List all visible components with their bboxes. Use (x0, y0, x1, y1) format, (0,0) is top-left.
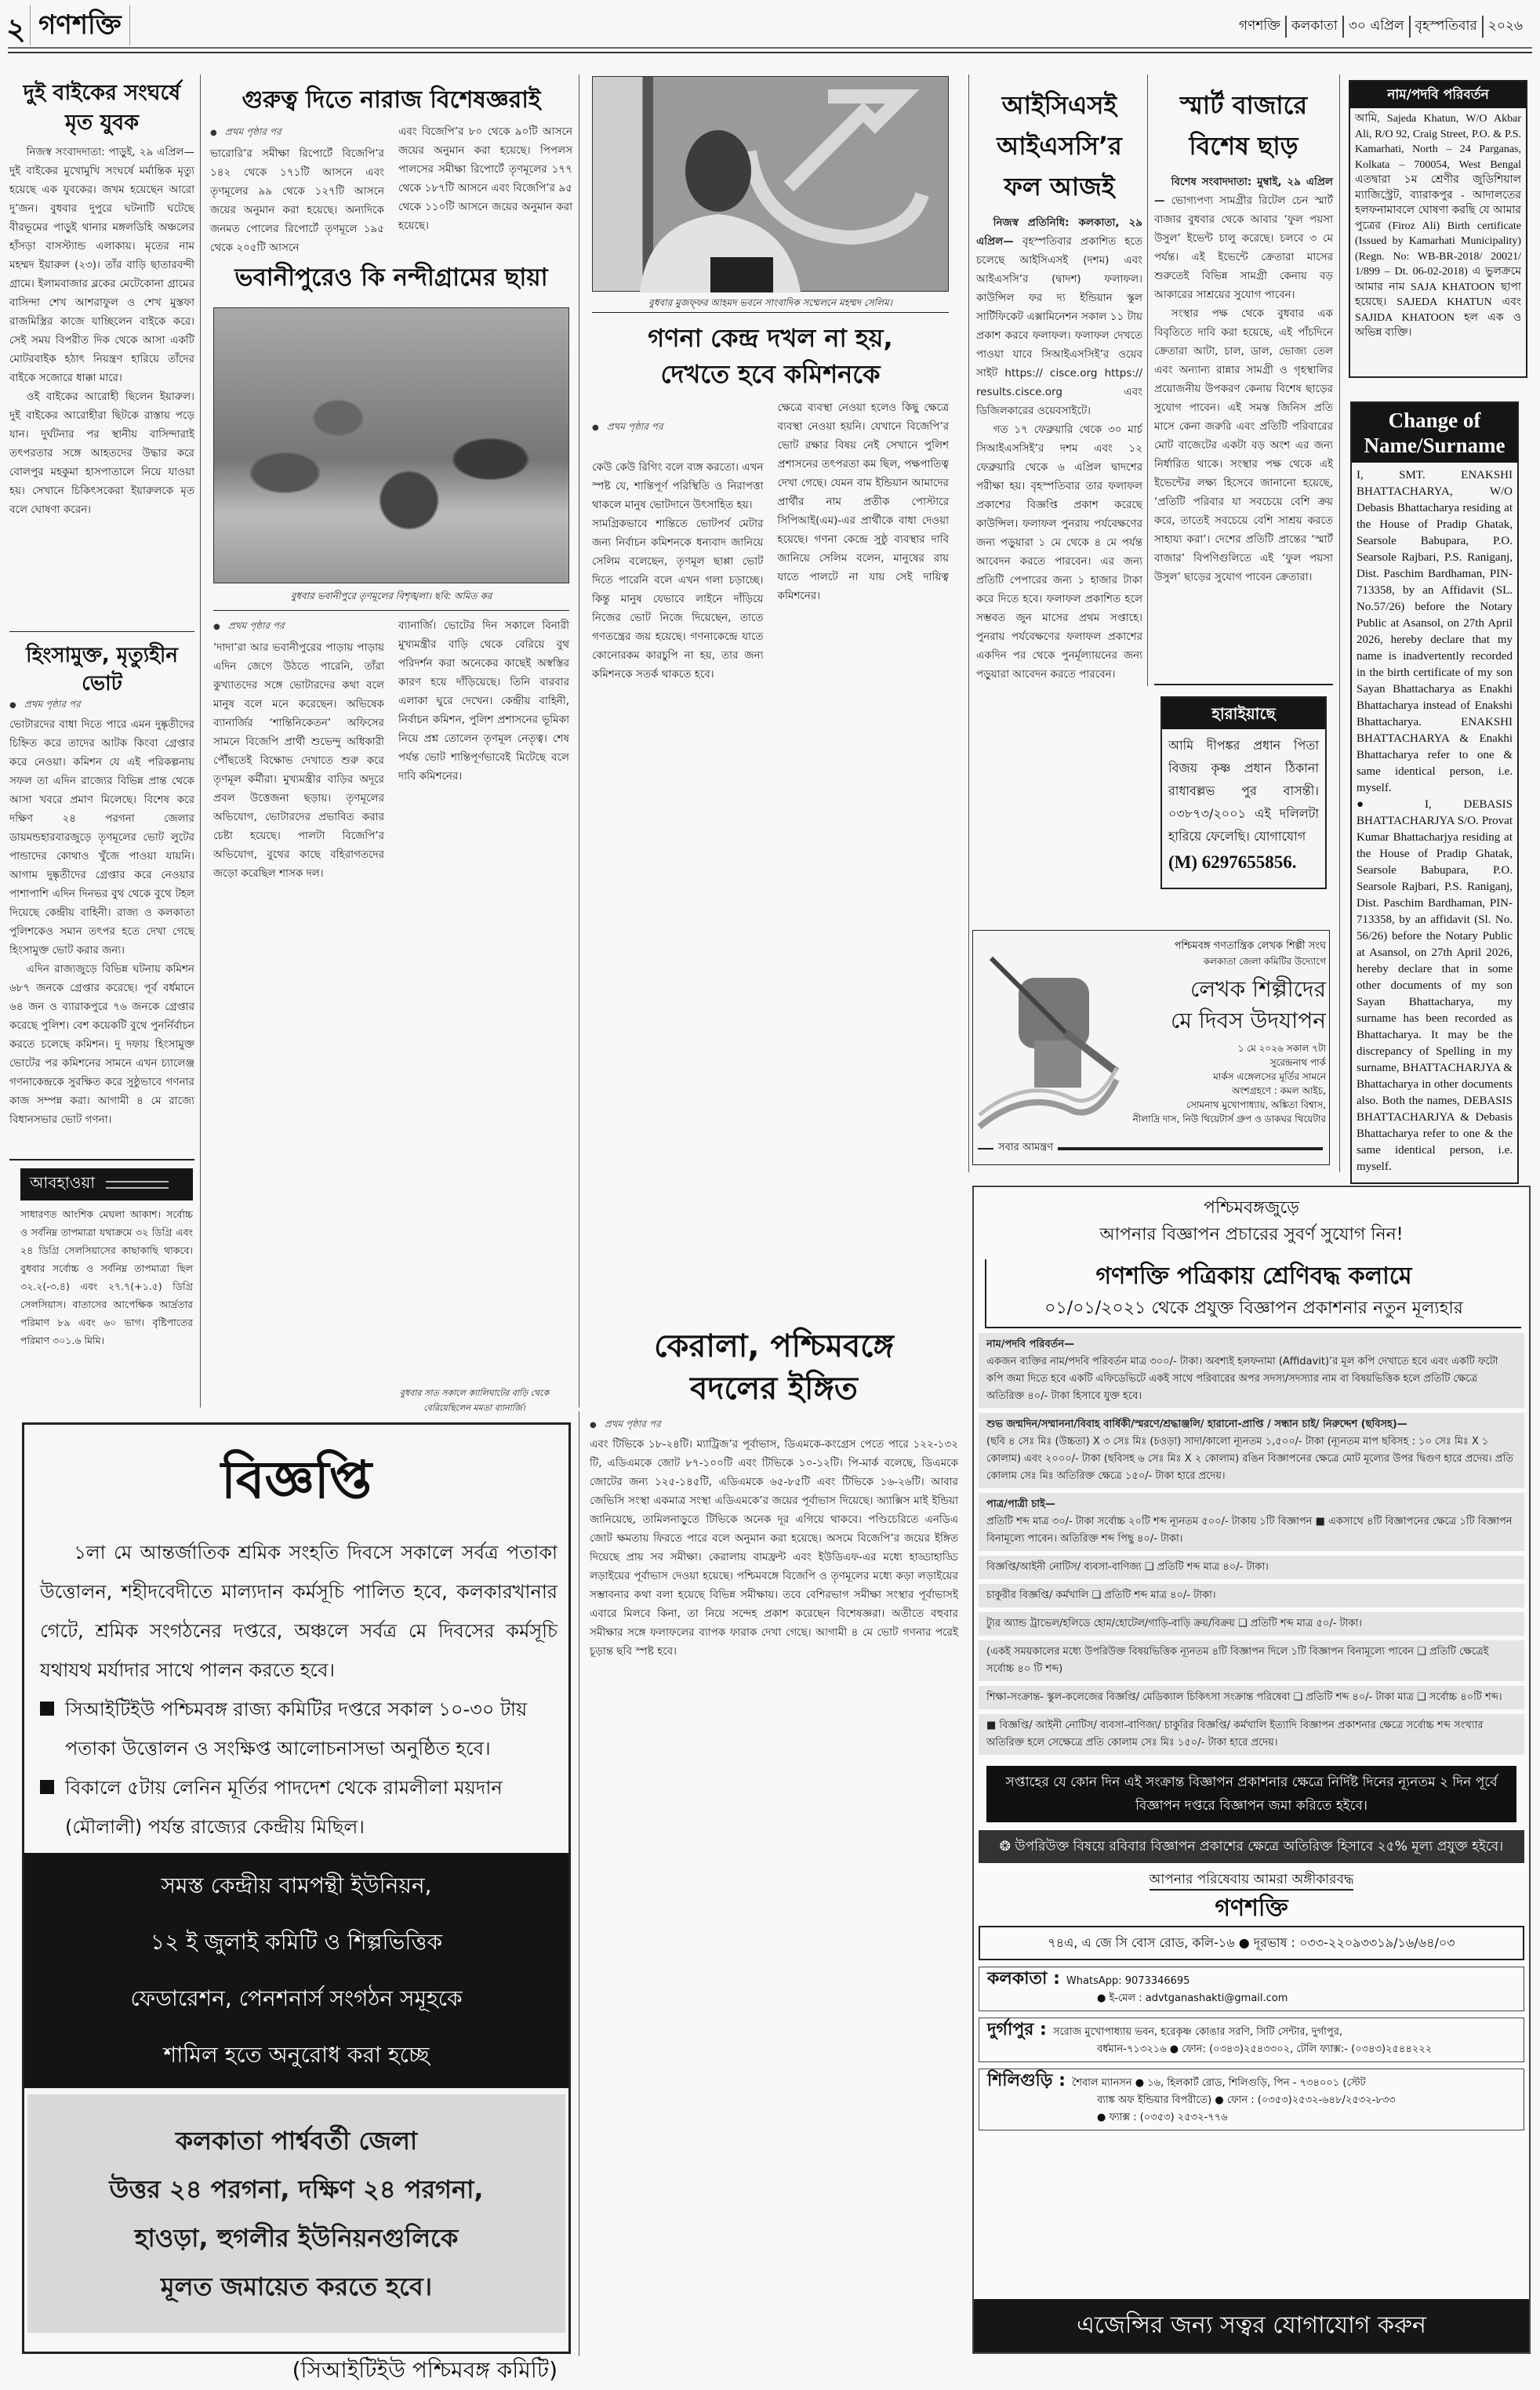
header-rule (8, 47, 1532, 49)
lost-notice-body: আমি দীপঙ্কর প্রধান পিতা বিজয় কৃষ্ণ প্রধান ঠিকানা রাধাবল্লভ পুর বাসন্তী। ০৩৮৭৩/২০০১ এই দলিলটা হারিয়ে ফেলেছি। যোগাযোগ (1168, 738, 1319, 844)
rate-row (979, 1612, 1524, 1636)
sunday-surcharge-note: ❂ উপরিউক্ত বিষয়ে রবিবার বিজ্ঞাপন প্রকাশের ক্ষেত্রে অতিরিক্ত হিসাবে ২৫% মূল্য প্রযুক্ত হইবে। (979, 1830, 1524, 1863)
bullet-text: বিকালে ৫টায় লেনিন মূর্তির পাদদেশ থেকে রামলীলা ময়দান (মৌলালী) পর্যন্ত রাজ্যের কেন্দ্রীয় মিছিল। (65, 1777, 503, 1838)
header-rule (8, 52, 1532, 53)
article-counting-centre (592, 320, 949, 703)
office-line: সরোজ মুখোপাধ্যায় ভবন, হরেকৃষ্ণ কোঙার সরণি, সিটি সেন্টার, দুর্গাপুর, (1052, 2026, 1343, 2038)
rates-banner-title: গণশক্তি পত্রিকায় শ্রেণিবদ্ধ কলামে (1095, 1262, 1412, 1290)
divider (9, 1159, 194, 1160)
headline: হিংসামুক্ত, মৃত্যুহীন ভোট (26, 644, 178, 696)
notice-text: I, DEBASIS BHATTACHARJYA S/O. Provat Kumar Bhattacharjya residing at the House of Pradip Ghatak, Searsole Babupara, P.O. Searsole Rajbari, P.S. Raniganj, Dist. Paschim Bardhaman, PIN-713358, by an affidavit (Sl. No. 56/26) before the Notary Public at Asansol, on 27th April 2026, hereby declare that in some other documents of my son Sayan Bhattacharya, my surname has been recorded as Bhattacharya. It may be the discrepancy of Spelling in my surname, BHATTACHARJYA & Bhattacharya in other documents also. Both the names, DEBASIS BHATTACHARJYA & Debasis Bhattacharya refer to one & the same identical person, i.e. myself. (1357, 798, 1513, 1173)
notice-bullet (24, 1690, 568, 1768)
rates-intro: পশ্চিমবঙ্গজুড়ে (1204, 1198, 1299, 1218)
column (398, 616, 569, 883)
agency-contact-banner: এজেন্সির জন্য সত্বর যোগাযোগ করুন (974, 2299, 1529, 2352)
weather-section (20, 1168, 193, 1349)
invite-text: সবার আমন্ত্রণ (998, 1142, 1054, 1153)
square-bullet-icon (40, 1702, 54, 1716)
notice-body (1352, 797, 1517, 1175)
article-columns (210, 122, 572, 257)
article-body: এবং টিভিকে ১৮-২৪টি। ম্যাট্রিজ’র পূর্বাভাস, ডিএমকে-কংগ্রেস পেতে পারে ১২২-১৩২ টি, এডিএমকে জোট ৮৭-১০০টি এবং টিভিকে ১০-১২টি। পি-মার্ক বলেছে, ডিএমকে জোটের জন্য ১২৫-১৪৫টি, এডিএমকে ৬৫-৮৫টি এবং টিভিকে ১৬-২৬টি। আবার জেভিসি সংস্থা একমাত্র সংস্থা এডিএমকে’র জয়ের পূর্বাভাস দিয়েছে। অ্যাক্সিস মাই ইন্ডিয়া জানিয়েছে, তামিলনাড়ুতে টিভিকে অনেক দূর এগিয়ে থাকবে। পণ্ডিচেরিতে এনডিএ জোট ক্ষমতায় ফিরতে পারে বলে অনুমান করা হয়েছে। অসমে বিজেপি’র জয়ের ইঙ্গিত দিয়েছে প্রায় সব সমীক্ষা। কেরালায় বামফ্রন্ট এবং ইউডিএফ-এর মধ্যে হাড্ডাহাড্ডি লড়াইয়ের পূর্বাভাস দেওয়া হয়েছে। পশ্চিমবঙ্গে বিজেপি ও তৃণমূলের মধ্যে কড়া লড়াইয়ের সম্ভাবনার কথা বলা হয়েছে বিভিন্ন সমীক্ষায়। তবে বেশিরভাগ সমীক্ষা সংস্থার পূর্বাভাসই এবারে মিলবে কিনা, তা নিয়ে সন্দেহ প্রকাশ করেছেন বিশেষজ্ঞরা। অতীতে বহুবার সমীক্ষার সঙ্গে ফলাফলের ব্যাপক ফারাক দেখা গেছে। আগামী ৪ মে ভোট গণনার পরেই চূড়ান্ত ছবি স্পষ্ট হবে। (590, 1438, 958, 1658)
appeal-line: ১২ ই জুলাই কমিটি ও শিল্পভিত্তিক (150, 1929, 443, 1955)
event-invite (978, 1140, 1323, 1157)
article-body (976, 213, 1142, 684)
rate-row-text: একজন ব্যক্তির নাম/পদবি পরিবর্তন মাত্র ৩০০/- টাকা। অবশ্যই হলফনামা (Affidavit)’র মূল কপি দেখাতে হবে এবং একটি ফটো কপি জমা দিতে হবে একটি এফিডেভিটে একই সাথে পরিবারের অপর সদস্য/সদস্যার নাম বা বিষয়ভিত্তিক হলে প্রতিটি ক্ষেত্রে অতিরিক্ত ৪০/- টাকা হিসাবে যুক্ত হবে। (986, 1356, 1498, 1402)
name-change-notice-bengali (1349, 80, 1527, 378)
paragraph: নিজস্ব সংবাদদাতা: পাড়ুই, ২৯ এপ্রিল— দুই বাইকের মুখোমুখি সংঘর্ষে মর্মান্তিক মৃত্যু হয়েছে এক যুবকের। জখম হয়েছেন আরো দু’জন। বুধবার দুপুরে ঘটনাটি ঘটেছে বীরভূমের পাড়ুই থানার মঙ্গলডিহি অঞ্চলের হাঁসড়া বাসস্ট্যান্ড এলাকায়। মৃতের নাম মহম্মদ ইয়ারুল (২৩)। তাঁর বাড়ি ছাতারবন্দী গ্রামে। ইলামবাজার ব্লকের মেটেকোনা গ্রামের বাসিন্দা শেখ আশরাফুল ও শেখ মুস্তফা রাজমিস্ত্রির কাজে যাচ্ছিলেন বাইকে করে। সেই সময় বিপরীত দিক থেকে আসা একটি মোটরবাইক হঠাৎ নিয়ন্ত্রণ হারিয়ে তাঁদের বাইকে সজোরে ধাক্কা মারে। (9, 146, 194, 384)
dateline-city: কলকাতা (1285, 16, 1342, 38)
headline: দুই বাইকের সংঘর্ষে মৃত যুবক (23, 81, 181, 135)
column: ক্ষেত্রে ব্যবস্থা নেওয়া হলেও কিছু ক্ষেত্রে ব্যবস্থা নেওয়া হয়নি। যেখানে বিজেপি’র ভোট রক্ষার বিষয় নেই সেখানে পুলিশ প্রশাসনের তৎপরতা কম ছিল, পক্ষপাতিত্ব দেখা গেছে। যেমন বাম ইন্ডিয়ান আমাদের প্রার্থীর নাম প্রতীক পোস্টারে সিপিআই(এম)-এর প্রার্থীকে বাধা দেওয়া হয়েছে। গণনা কেন্দ্রে সুষ্ঠু ব্যবস্থার দাবি জানিয়ে সেলিম বলেন, মানুষের রায় যাতে পালটে না যায় সেই দায়িত্ব কমিশনের। (777, 401, 949, 602)
rate-list (974, 1333, 1529, 1755)
paragraph: বৃহস্পতিবার প্রকাশিত হতে চলেছে আইসিএসই (দশম) এবং আইএসসি’র (দ্বাদশ) ফলাফল। কাউন্সিল ফর দ্য ইন্ডিয়ান স্কুল সার্টিফিকেট এক্সামিনেশন সকাল ১১ টায় প্রকাশ করবে ফলাফল। ফলাফল দেখতে পাওয়া যাবে সিআইএসসিই’র ওয়েব সাইট https:// cisce.org https:// results.cisce.org এবং ডিজিলকারের ওয়েবসাইটে। (976, 235, 1142, 417)
paragraph: ভারোরি’র সমীক্ষা রিপোর্টে বিজেপি’র ১৪২ থেকে ১৭১টি আসনে এবং তৃণমূলের ৯৯ থেকে ১২৭টি আসনে জয়ের অনুমান করা হয়েছে। অন্যদিকে জনমত পোলের রিপোর্টে তৃণমূলে ১৯৫ থেকে ২০৫টি আসনে (210, 147, 384, 254)
headline: আইসিএসই আইএসসি’র ফল আজই (997, 90, 1122, 202)
event-line: নীলাদ্রি দাস, নিউ থিয়েটার্স গ্রুপ ও ডাকঘর থিয়েটার (1132, 1113, 1326, 1124)
office-line: শৈবাল ম্যানসন ● ১৬, হিলকার্ট রোড, শিলিগুড়ি, পিন - ৭৩৪০০১ (স্টেট (1071, 2077, 1366, 2089)
continued-marker: ● প্রথম পৃষ্ঠার পর (210, 122, 384, 143)
photo-caption: বুধবার মুজফ্‌ফর আহমদ ভবনে সাংবাদিক সম্মেলনে মহম্মদ সেলিম। (648, 297, 892, 308)
notice-body: I, SMT. ENAKSHI BHATTACHARYA, W/O Debasis Bhattacharya residing at the House of Pradip Ghatak, Searsole Babupara, P.O. Searsole Rajbari, P.S. Raniganj, Dist. Paschim Bardhaman, PIN-713358, by an Affidavit (SL. No.57/26) before the Notary Public at Asansol, on 27th April 2026, hereby declare that my name is inadvertently recorded in the birth certificate of my son Sayan Bhattacharya as Enakhi Bhattacharya instead of Enakshi Bhattacharya. ENAKSHI BHATTACHARYA & Enakhi Bhattacharya refer to one & same identical person, i.e. myself. (1357, 469, 1513, 794)
decorative-lines-icon (106, 1181, 169, 1189)
head-office-address: ৭৪এ, এ জে সি বোস রোড, কলি-১৬ ● দূরভাষ : ০৩৩-২২০৯৩৩১৯/১৬/৬৪/০৩ (979, 1926, 1524, 1960)
dateline-paper: গণশক্তি (1238, 18, 1280, 34)
weather-body: সাধারণত আংশিক মেঘলা আকাশ। সর্বোচ্চ ও সর্বনিম্ন তাপমাত্রা যথাক্রমে ৩২ ডিগ্রি এবং ২৪ ডিগ্রি সেলসিয়াসের কাছাকাছি থাকবে। বুধবার সর্বোচ্চ ও সর্বনিম্ন তাপমাত্রা ছিল ৩২.২(-৩.৪) এবং ২৭.৭(+১.৫) ডিগ্রি সেলসিয়াস। বাতাসের আপেক্ষিক আর্দ্রতার পরিমাণ ৮৯ এবং ৬০ ভাগ। বৃষ্টিপাতের পরিমাণ ৩০১.৬ মিমি। (20, 1208, 193, 1346)
rate-row-text: (একই সময়কালের মধ্যে উপরিউক্ত বিষয়ভিত্তিক ন্যূনতম ৪টি বিজ্ঞাপন দিলে ১টি বিজ্ঞাপন বিনামূল্যে পাবেন ❑ প্রতিটি ক্ষেত্রেই সর্বোচ্চ ৪০ টি শব্দ) (986, 1646, 1489, 1675)
article-bhabanipur (210, 260, 572, 295)
notice-title: বিজ্ঞপ্তি (221, 1450, 372, 1510)
divider (213, 610, 569, 611)
weather-heading: আবহাওয়া (30, 1173, 96, 1192)
divider (1154, 684, 1333, 685)
office-entry (979, 2018, 1524, 2062)
paragraph: ওই বাইকের আরোহী ছিলেন ইয়ারুল। দুই বাইকের আরোহীরা ছিটকে রাস্তায় পড়ে যান। দুর্ঘটনার পর স্থানীয় বাসিন্দারাই তৎপরতার সঙ্গে আহতদের উদ্ধার করে বোলপুর মহকুমা হাসপাতালে নিয়ে যাওয়া হয়। সেখানে চিকিৎসকেরা ইয়ারুলকে মৃত বলে ঘোষণা করেন। (9, 390, 194, 516)
photo-caption: বুধবার ভবানীপুরে তৃণমূলের বিশৃঙ্খলা। ছবি: অমিত কর (290, 590, 492, 601)
headline: বদলের ইঙ্গিত (690, 1371, 858, 1407)
district-line: উত্তর ২৪ পরগনা, দক্ষিণ ২৪ পরগনা, (109, 2174, 484, 2204)
rate-row-text: শিক্ষা-সংক্রান্ত- স্কুল-কলেজের বিজ্ঞপ্তি/ মেডিক্যাল চিকিৎসা সংক্রান্ত পরিষেবা ❑ প্রতিটি শব্দ ৪০/- টাকা মাত্র ❑ সর্বোচ্চ ৪০টি শব্দ। (986, 1691, 1502, 1703)
notice-title: Change of Name/Surname (1352, 403, 1517, 463)
rate-row-title: পাত্র/পাত্রী চাই— (986, 1498, 1055, 1510)
rate-row (979, 1493, 1524, 1551)
event-line: অংশগ্রহণে : কমল আইচ, (1231, 1085, 1326, 1096)
headline: কেরালা, পশ্চিমবঙ্গে (654, 1328, 894, 1364)
inline-caption: বুধবার সাত সকালে ক্যালিঘাটের বাড়ি থেকে বেরিয়েছিলেন মমতা ব্যানার্জি। (399, 1388, 550, 1413)
brand-logo: গণশক্তি (1215, 1894, 1288, 1922)
rates-banner (985, 1259, 1521, 1328)
districts-band (27, 2094, 565, 2333)
column: এবং বিজেপি’র ৮০ থেকে ৯০টি আসনে জয়ের অনুমান করা হয়েছে। পিপলস পালসের সমীক্ষা রিপোর্টে তৃণমূলের ১৭৭ থেকে ১৮৭টি আসনে এবং বিজেপি’র ৯৫ থেকে ১১০টি আসনে জয়ের অনুমান করা হয়েছে। (398, 125, 572, 232)
office-line: বর্ধমান-৭১৩২১৬ ● ফোন: (০৩৪৩)২৫৪৩৩০২, টেলি ফ্যাক্স:- (০৩৪৩)২৫৪৪২২২ (1097, 2043, 1433, 2055)
rate-row-title: নাম/পদবি পরিবর্তন— (986, 1338, 1075, 1350)
rule (978, 1148, 993, 1150)
headline: গণনা কেন্দ্র দখল না হয়, (648, 323, 893, 353)
paragraph: ব্যানার্জি। ভোটের দিন সকালে বিনারী মুখ্যমন্ত্রীর বাড়ি থেকে বেরিয়ে বুথ পরিদর্শন করা অনেকের কাছেই অস্বস্তির কারণ হয়ে দাঁড়িয়েছে। তিনি বারবার এলাকা ঘুরে দেখেন। কেন্দ্রীয় বাহিনী, নির্বাচন কমিশন, পুলিশ প্রশাসনের ভূমিকা নিয়ে প্রশ্ন তোলেন তৃণমূল নেতৃত্ব। শেষ পর্যন্ত ভোট শান্তিপূর্ণভাবেই মিটেছে বলে দাবি কমিশনের। (398, 619, 569, 783)
citu-notice (22, 1422, 571, 2383)
rate-row-text: (ছবি ৪ সেঃ মিঃ (উচ্চতা) X ৩ সেঃ মিঃ (চওড়া) সাদা/কালো ন্যূনতম ১,৫০০/- টাকা (ন্যূনতম মাপ ছবিসহ : ১০ সেঃ মিঃ X ১ কোলাম) এবং ২০০০/- টাকা (ছবিসহ ৬ সেঃ মিঃ X ২ কোলাম) রঙিন বিজ্ঞাপনের ক্ষেত্রে মোট মূল্যের উপর দ্বিগুণ হারে প্রদেয়। প্রতি কোলাম সেঃ মিঃ অতিরিক্ত ক্ষেত্রে ১৫০/- টাকা হারে প্রদেয়। (986, 1436, 1513, 1482)
weather-title (20, 1168, 193, 1200)
article-bike-accident (9, 78, 194, 519)
lost-notice-title: হারাইয়াছে (1162, 698, 1325, 729)
rate-row (979, 1686, 1524, 1709)
office-list (974, 1967, 1529, 2130)
paragraph: এদিন রাজ্যজুড়ে বিভিন্ন ঘটনায় কমিশন ৬৮৭ জনকে গ্রেপ্তার করেছে। পূর্ব বর্ধমানে ৬৪ জন ও ব্যারাকপুরে ৭৬ জনকে গ্রেপ্তার করেছে পুলিশ। বেশ কয়েকটি বুথে পুনর্নির্বাচন করতে চলেছে কমিশন। দু দফায় হিংসামুক্ত ভোটের পর কমিশনের সামনে এখন চ্যালেঞ্জ গণনাকেন্দ্রকে সুরক্ষিত করে সুষ্ঠুভাবে গণনার কাজ সম্পন্ন করা। আগামী ৪ মে রাজ্যে বিধানসভার ভোট গণনা। (9, 963, 194, 1126)
byline: নিজস্ব প্রতিনিধি: কলকাতা, ২৯ এপ্রিল— (976, 216, 1142, 248)
article-violence-free-vote (9, 641, 194, 1129)
rate-row (979, 1556, 1524, 1579)
article-body (9, 143, 194, 519)
crowd-photo (213, 307, 569, 583)
article-columns (213, 616, 569, 883)
rate-row (979, 1714, 1524, 1755)
bullet-text: সিআইটিইউ পশ্চিমবঙ্গ রাজ্য কমিটির দপ্তরে সকাল ১০-৩০ টায় পতাকা উত্তোলন ও সংক্ষিপ্ত আলোচনাসভা অনুষ্ঠিত হবে। (65, 1698, 528, 1760)
rates-banner-subtitle: ০১/০১/২০২১ থেকে প্রযুক্ত বিজ্ঞাপন প্রকাশনার নতুন মূল্যহার (1044, 1299, 1463, 1318)
article-columns (592, 398, 949, 703)
column-divider (1339, 74, 1340, 1172)
continued-marker: ● প্রথম পৃষ্ঠার পর (213, 616, 384, 637)
rate-row-text: বিজ্ঞপ্তি/আইনী নোটিস/ ব্যবসা-বাণিজ্য ❑ প্রতিটি শব্দ মাত্র ৪০/- টাকা। (986, 1561, 1269, 1573)
dateline (1234, 16, 1527, 38)
paragraph: ভোটারদের বাধা দিতে পারে এমন দুষ্কৃতীদের চিহ্নিত করে তাদের আটক কিংবা গ্রেপ্তার করে নেওয়া। কমিশন যে এই পরিকল্পনায় সফল তা এদিন রাজ্যের বিভিন্ন প্রান্ত থেকে আসা খবরে প্রমাণ মিলেছে। বিশেষ করে দক্ষিণ ২৪ পরগনা জেলার ডায়মন্ডহারবারজুড়ে তৃণমূলের ভোট লুটের পান্ডাদের কোথাও খুঁজে পাওয়া যায়নি। আগাম দুষ্কৃতীদের গ্রেপ্তার করে নেওয়ার পাশাপাশি এদিন দিনভর বুথ থেকে বুথে টহল দিয়েছে কেন্দ্রীয় বাহিনী। রাজ্য ও কলকাতা পুলিশকেও সমান তৎপর হতে দেখা গেছে হিংসামুক্ত ভোট করার জন্য। (9, 718, 194, 957)
pledge-wrap (974, 1869, 1529, 1891)
paragraph: কেউ কেউ রিগিং বলে ব্যঙ্গ করতো। এখন স্পষ্ট যে, শান্তিপূর্ণ পরিস্থিতি ও নিরাপত্তা থাকলে মানুষ ভোটদানে উৎসাহিত হয়। সামগ্রিকভাবে শান্তিতে ভোটপর্ব মেটার জন্য নির্বাচন কমিশনকে ধন্যবাদ জানিয়ে সেলিম বলেছেন, তৃণমূল ছাপ্পা ভোট দিতে পারেনি বলে এখন গলা চড়াচ্ছে। কিন্তু মানুষ যেভাবে লাইনে দাঁড়িয়ে নিজের ভোট নিজে দিয়েছেন, তাতে গণতন্ত্রের জয় হয়েছে। গণনাকেন্দ্রে যাতে কোনোরকম কারচুপি না হয়, তার জন্য কমিশনকে সতর্ক থাকতে হবে। (592, 461, 764, 681)
headline: ভবানীপুরেও কি নন্দীগ্রামের ছায়া (234, 263, 548, 292)
office-city: দুর্গাপুর : (987, 2020, 1047, 2039)
divider (592, 312, 949, 313)
event-sub: কলকাতা জেলা কমিটির উদ্যোগে (1203, 956, 1326, 967)
rate-row (979, 1333, 1524, 1408)
rate-row (979, 1584, 1524, 1607)
district-line: হাওড়া, হুগলীর ইউনিয়নগুলিকে (134, 2223, 459, 2253)
rate-row-text: চাকুরীর বিজ্ঞপ্তি/ কর্মখালি ❑ প্রতিটি শব্দ মাত্র ৪০/- টাকা। (986, 1589, 1216, 1601)
notice-bullet (24, 1768, 568, 1847)
name-change-notice-english (1350, 401, 1519, 1184)
pledge: আপনার পরিষেবায় আমরা অঙ্গীকারবদ্ধ (1150, 1872, 1354, 1891)
newspaper-logo: গণশক্তি (30, 5, 130, 45)
paragraph: গত ১৭ ফেব্রুয়ারি থেকে ৩০ মার্চ সিআইএসসিই’র দশম এবং ১২ ফেব্রুয়ারি থেকে ৬ এপ্রিল দ্বাদশের পরীক্ষা হয়। বৃহস্পতিবার তার ফলাফল প্রকাশের বিজ্ঞপ্তি প্রকাশ করেছে কাউন্সিল। ফলাফল পুনরায় পর্যবেক্ষণের জন্য পড়ুয়ারা ১ মে থেকে ৪ মে পর্যন্ত আবেদন করতে পারবেন। এর জন্য প্রতিটি পেপারের জন্য ১ হাজার টাকা করে দিতে হবে। ফলাফল প্রকাশিত হলে সম্ভবত জুন মাসের প্রথম সপ্তাহে। পুনরায় পর্যবেক্ষণের ফলাফল প্রকাশের একদিন পর থেকে পুনর্মূল্যায়নের জন্য পড়ুয়ারা আবেদন করতে পারবেন। (976, 423, 1142, 681)
paragraph: ‘দাদা’রা আর ভবানীপুরের পাড়ায় পাড়ায় এদিন জেগে উঠতে পারেনি, তাঁরা কুখ্যাতদের সঙ্গে ভোটারদের কথা বলে মানুষ বলে মনে করেছেন। অভিষেক ব্যানার্জির ‘শান্তিনিকেতন’ অফিসের সামনে বিজেপি প্রার্থী শুভেন্দু অধিকারী পৌঁছতেই বিক্ষোভ দেখাতে শুরু করে তৃণমূল কর্মীরা। মুখ্যমন্ত্রীর বাড়ির অদূরে প্রবল উত্তেজনা ছড়ায়। তৃণমূলের অভিযোগ, ভোটারদের প্রভাবিত করার চেষ্টা হয়েছে। পালটা বিজেপি’র অভিযোগ, বুথের কাছে বহিরাগতদের জড়ো করেছিল শাসক দল। (213, 641, 384, 880)
article-icse-results (976, 85, 1142, 684)
column (592, 398, 764, 703)
rate-row-text: ■ বিজ্ঞপ্তি/ আইনী নোটিস/ ব্যবসা-বাণিজ্য/ চাকুরির বিজ্ঞপ্তি/ কর্মখালি ইত্যাদি বিজ্ঞাপন প্রকাশনার ক্ষেত্রে সর্বোচ্চ শব্দ সংখ্যার অতিরিক্ত হলে সেক্ষেত্রে প্রতি কোলাম সেঃ মিঃ ১৫০/- টাকা হারে প্রদেয়। (986, 1720, 1484, 1749)
rates-intro: আপনার বিজ্ঞাপন প্রচারের সুবর্ণ সুযোগ নিন! (1099, 1225, 1404, 1244)
lost-notice-box (1160, 696, 1327, 889)
event-details (1122, 939, 1326, 1126)
appeal-band (24, 1853, 568, 2088)
continued-marker: ● প্রথম পৃষ্ঠার পর (9, 698, 194, 714)
headline: দেখতে হবে কমিশনকে (660, 359, 881, 389)
deadline-note: সপ্তাহের যে কোন দিন এই সংক্রান্ত বিজ্ঞাপন প্রকাশনার ক্ষেত্রে নির্দিষ্ট দিনের ন্যূনতম ২ দিন পূর্বে বিজ্ঞাপন দপ্তরে বিজ্ঞাপন জমা করিতে হইবে। (986, 1766, 1516, 1822)
paragraph: ভোগ্যপণ্য সামগ্রীর রিটেল চেন স্মার্ট বাজার বুধবার থেকে আবার ‘ফুল পয়সা উসুল’ ইভেন্ট চালু করেছে। চলবে ৩ মে পর্যন্ত। এই ইভেন্টে ক্রেতারা মাসের শুরুতেই বিভিন্ন সামগ্রী কেনায় বড় আকারের সাশ্রয়ের সুযোগ পাবেন। (1154, 194, 1333, 301)
article-experts (210, 85, 572, 257)
dateline-weekday: বৃহস্পতিবার (1409, 16, 1482, 38)
event-line: সোমনাথ মুখোপাধ্যায়, অঙ্কিতা বিশ্বাস, (1186, 1099, 1326, 1110)
rate-row-title: শুভ জন্মদিন/সম্মাননা/বিবাহ বার্ষিকী/স্মরণে/শ্রদ্ধাঞ্জলি/ হারানো-প্রাপ্তি / সন্ধান চাই/ নিরুদ্দেশ (ছবিসহ)— (986, 1418, 1407, 1430)
event-line: মার্কস এঙ্গেলসের মূর্তির সামনে (1213, 1071, 1326, 1082)
office-city: শিলিগুড়ি : (987, 2071, 1066, 2090)
lost-notice-phone: (M) 6297655856. (1168, 852, 1297, 872)
article-body (9, 715, 194, 1129)
district-line: কলকাতা পার্শ্ববর্তী জেলা (175, 2126, 418, 2156)
notice-title: নাম/পদবি পরিবর্তন (1350, 82, 1526, 108)
notice-body: আমি, Sajeda Khatun, W/O Akbar Ali, R/O 92, Craig Street, P.O. & P.S. Kamarhati, North – 24 Parganas, Kolkata – 700054, West Bengal এতদ্বারা ১ম শ্রেণীর জুডিশিয়াল ম্যাজিস্ট্রেট, ব্যারাকপুর - আদালতের হলফনামাবলে ঘোষণা করছি যে আমার পুত্রের (Firoz Ali) Birth certificate (Issued by Kamarhati Municipality) (Regn. No: WB-BR-2018/ 20021/ 1/899 – Dt. 06-02-2018) এ ভুলক্রমে আমার নাম SAJA KHATOON ছাপা হয়েছে। SAJEDA KHATUN এবং SAJIDA KHATOON হল এক ও অভিন্ন ব্যক্তি। (1355, 113, 1521, 339)
appeal-line: সমস্ত কেন্দ্রীয় বামপন্থী ইউনিয়ন, (161, 1872, 432, 1898)
dateline-year: ২০২৬ (1482, 16, 1527, 38)
square-bullet-icon (40, 1780, 54, 1794)
event-line: ১ মে ২০২৬ সকাল ৭টা (1237, 1043, 1326, 1054)
article-kerala-bengal (590, 1325, 958, 1661)
appeal-line: শামিল হতে অনুরোধ করা হচ্ছে (163, 2042, 430, 2068)
classified-rates-panel (972, 1186, 1531, 2354)
column-divider (1147, 74, 1148, 686)
event-org: পশ্চিমবঙ্গ গণতান্ত্রিক লেখক শিল্পী সংঘ (1174, 940, 1326, 952)
office-line: ● ই-মেল : advtganashakti@gmail.com (1097, 1992, 1288, 2004)
continued-marker: ● প্রথম পৃষ্ঠার পর (592, 417, 764, 438)
office-entry (979, 2069, 1524, 2130)
press-conference-photo (592, 76, 949, 292)
district-line: মূলত জমায়েত করতে হবে। (160, 2272, 433, 2301)
rate-row-text: প্রতিটি শব্দ মাত্র ৩০/- টাকা সর্বোচ্চ ২০টি শব্দ ন্যূনতম ৫০০/- টাকায় ১টি বিজ্ঞাপন ■ একসাথে ৪টি বিজ্ঞাপনের ক্ষেত্রে ১টি বিজ্ঞাপন বিনামূল্যে পাবেন। অতিরিক্ত শব্দ পিছু ৪০/- টাকা। (986, 1516, 1513, 1545)
rate-row-text: ট্যুর অ্যান্ড ট্রাভেল/হলিডে হোম/হোটেল/গাড়ি-বাড়ি ক্রয়/বিক্রয় ❑ প্রতিটি শব্দ মাত্র ৫০/- টাকা। (986, 1618, 1362, 1629)
event-title: মে দিবস উদযাপন (1171, 1008, 1326, 1033)
headline: স্মার্ট বাজারে বিশেষ ছাড় (1179, 90, 1308, 161)
hammer-sickle-icon (593, 77, 950, 292)
notice-signature: (সিআইটিইউ পশ্চিমবঙ্গ কমিটি) (292, 2357, 558, 2383)
writers-event-ad (972, 930, 1330, 1165)
continued-marker: ● প্রথম পৃষ্ঠার পর (590, 1418, 958, 1433)
office-line: ● ফ্যাক্স : (০৩৫৩) ২৫৩২-৭৭৬ (1097, 2112, 1228, 2123)
headline: গুরুত্ব দিতে নারাজ বিশেষজ্ঞরাই (242, 86, 541, 114)
event-title: লেখক শিল্পীদের (1190, 976, 1326, 1002)
office-line: WhatsApp: 9073346695 (1066, 1975, 1190, 1987)
page-number: ২ (6, 12, 26, 46)
office-entry (979, 1967, 1524, 2011)
notice-body: ১লা মে আন্তর্জাতিক শ্রমিক সংহতি দিবসে সকালে সর্বত্র পতাকা উত্তোলন, শহীদবেদীতে মাল্যদান কর্মসূচি পালিত হবে, কলকারখানার গেটে, শ্রমিক সংগঠনের দপ্তরে, অঞ্চলে সর্বত্র মে দিবসের কর্মসূচি যথাযথ মর্যাদার সাথে পালন করতে হবে। (40, 1542, 558, 1681)
column-divider (200, 74, 201, 1407)
rate-row (979, 1413, 1524, 1488)
article-body (1154, 173, 1333, 587)
office-line: ব্যাঙ্ক অফ ইন্ডিয়ার বিপরীতে) ● ফোন : (০৩৫৩)২৫৩২-৬৪৮/২৫৩২-৮৩৩ (1097, 2094, 1396, 2106)
appeal-line: ফেডারেশন, পেনশনার্স সংগঠন সমূহকে (130, 1985, 463, 2011)
column (210, 122, 384, 257)
fist-pen-icon (979, 946, 1120, 1135)
event-lines (1122, 1041, 1326, 1126)
rule (1058, 1147, 1323, 1150)
page-header (0, 0, 1540, 55)
column (213, 616, 384, 883)
paragraph: সংস্থার পক্ষ থেকে বুধবার এক বিবৃতিতে দাবি করা হয়েছে, এই পাঁচদিনে ক্রেতারা আটা, চাল, ডাল, ভোজ্য তেল এবং অন্যান্য রান্নার সামগ্রী ও গৃহস্থালির প্রয়োজনীয় উপকরণ কেনায় বিশেষ ছাড়ের সুযোগ পাবেন। এই সমস্ত জিনিস প্রতি মাসে কেনা জরুরি এবং প্রতিটি পরিবারের মোট বাজেটের একটা বড় অংশ এর জন্য নির্ধারিত থাকে। সংস্থার পক্ষ থেকে এই ইভেন্টের লক্ষ্য হিসেবে জানানো হয়েছে, ‘প্রতিটি পরিবার যা সবচেয়ে বেশি ক্রয় করে, তাতেই সবচেয়ে বেশি সাশ্রয় করতে সাহায্য করা’। দেশের প্রতিটি প্রান্তের ‘স্মার্ট বাজার’ বিপণিগুলিতে এই ‘ফুল পয়সা উসুল’ ছাড়ের সুযোগ পাবেন ক্রেতারা। (1154, 307, 1333, 583)
divider (9, 631, 194, 632)
byline: বিশেষ সংবাদদাতা: মুম্বাই, ২৯ এপ্রিল— (1154, 176, 1333, 207)
dateline-date: ৩০ এপ্রিল (1342, 16, 1409, 38)
bullet-icon: ● (1357, 798, 1425, 811)
rate-row (979, 1640, 1524, 1681)
event-line: সুরেন্দ্রনাথ পার্ক (1269, 1057, 1326, 1068)
article-smart-bazaar (1154, 85, 1333, 587)
office-city: কলকাতা : (987, 1969, 1060, 1989)
column-divider (968, 74, 969, 1172)
